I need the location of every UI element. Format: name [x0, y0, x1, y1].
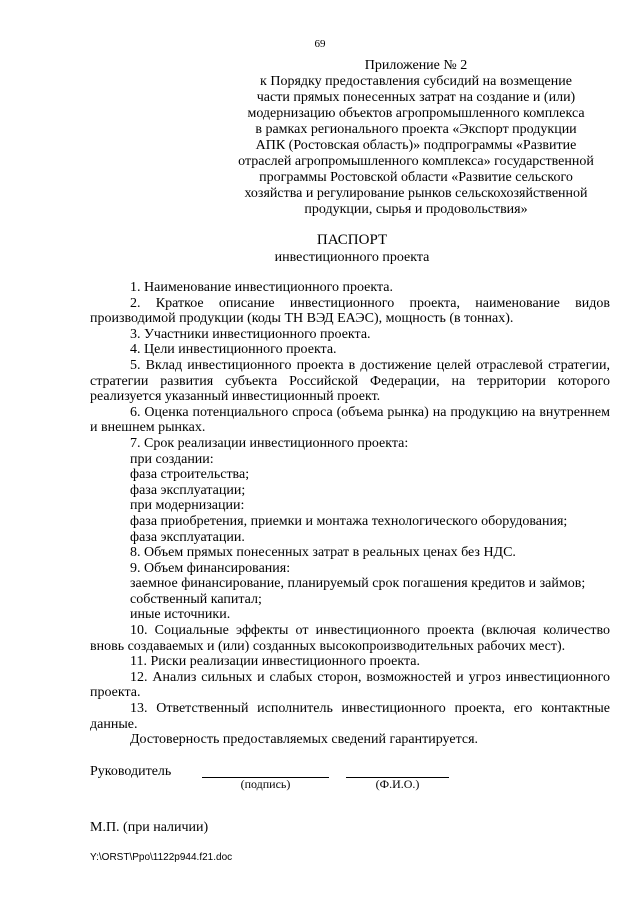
signature-caption: (подпись) [240, 777, 291, 791]
passport-item: 12. Анализ сильных и слабых сторон, возможностей и угроз инвестиционного проекта. [90, 669, 610, 701]
passport-item: фаза эксплуатации; [130, 482, 246, 498]
passport-item: 7. Срок реализации инвестиционного проекта: [130, 435, 409, 451]
signatory-label: Руководитель [90, 764, 172, 779]
appendix-line: АПК (Ростовская область)» подпрограммы «Развитие [255, 138, 577, 153]
passport-item: 10. Социальные эффекты от инвестиционного проекта (включая количество вновь создаваемых и (или) созданных высокопроизводительных рабочих мест). [90, 623, 610, 654]
stamp-note: М.П. (при наличии) [90, 820, 209, 835]
passport-item: заемное финансирование, планируемый срок погашения кредитов и займов; [130, 576, 586, 592]
appendix-line: хозяйства и регулирование рынков сельскохозяйственной [244, 186, 588, 201]
signature-row [90, 764, 610, 794]
passport-item: фаза строительства; [130, 467, 250, 483]
appendix-line: Приложение № 2 [364, 58, 468, 73]
passport-item: 3. Участники инвестиционного проекта. [130, 326, 371, 342]
passport-item: 1. Наименование инвестиционного проекта. [130, 280, 393, 295]
passport-item: 5. Вклад инвестиционного проекта в достижение целей отраслевой стратегии, стратегии развития субъекта Российской Федерации, на территории которого реализуется указанный инвестиционный проект. [90, 357, 610, 405]
appendix-line: модернизацию объектов агропромышленного комплекса [247, 106, 585, 121]
passport-item: фаза приобретения, приемки и монтажа технологического оборудования; [130, 513, 568, 529]
passport-item: собственный капитал; [130, 591, 262, 607]
appendix-line: отраслей агропромышленного комплекса» государственной [238, 154, 594, 169]
passport-item: иные источники. [130, 607, 231, 623]
passport-item: 8. Объем прямых понесенных затрат в реальных ценах без НДС. [130, 545, 516, 561]
document-title: ПАСПОРТ [316, 232, 388, 248]
passport-item: 11. Риски реализации инвестиционного проекта. [130, 654, 420, 670]
passport-item: 2. Краткое описание инвестиционного проекта, наименование видов производимой продукции (коды ТН ВЭД ЕАЭС), мощность (в тоннах). [90, 295, 610, 327]
file-path: Y:\ORST\Ppo\1122p944.f21.doc [90, 852, 233, 863]
passport-item: при модернизации: [130, 498, 245, 514]
passport-item: при создании: [130, 451, 214, 467]
name-caption: (Ф.И.О.) [375, 777, 420, 791]
passport-item: фаза эксплуатации. [130, 529, 245, 545]
appendix-line: части прямых понесенных затрат на создание и (или) [256, 90, 576, 105]
passport-item: Достоверность предоставляемых сведений гарантируется. [130, 732, 479, 748]
page-number: 69 [314, 38, 326, 50]
passport-item: 9. Объем финансирования: [130, 560, 291, 576]
appendix-line: к Порядку предоставления субсидий на возмещение [260, 74, 572, 89]
passport-item: 13. Ответственный исполнитель инвестиционного проекта, его контактные данные. [90, 701, 610, 732]
appendix-line: продукции, сырья и продовольствия» [304, 202, 528, 217]
passport-items [90, 280, 610, 748]
passport-item: 6. Оценка потенциального спроса (объема рынка) на продукцию на внутреннем и внешнем рынках. [90, 404, 610, 436]
appendix-line: в рамках регионального проекта «Экспорт продукции [255, 122, 577, 137]
appendix-line: программы Ростовской области «Развитие сельского [259, 170, 573, 185]
appendix-header [228, 58, 604, 218]
passport-item: 4. Цели инвестиционного проекта. [130, 342, 337, 358]
document-subtitle: инвестиционного проекта [274, 250, 430, 265]
